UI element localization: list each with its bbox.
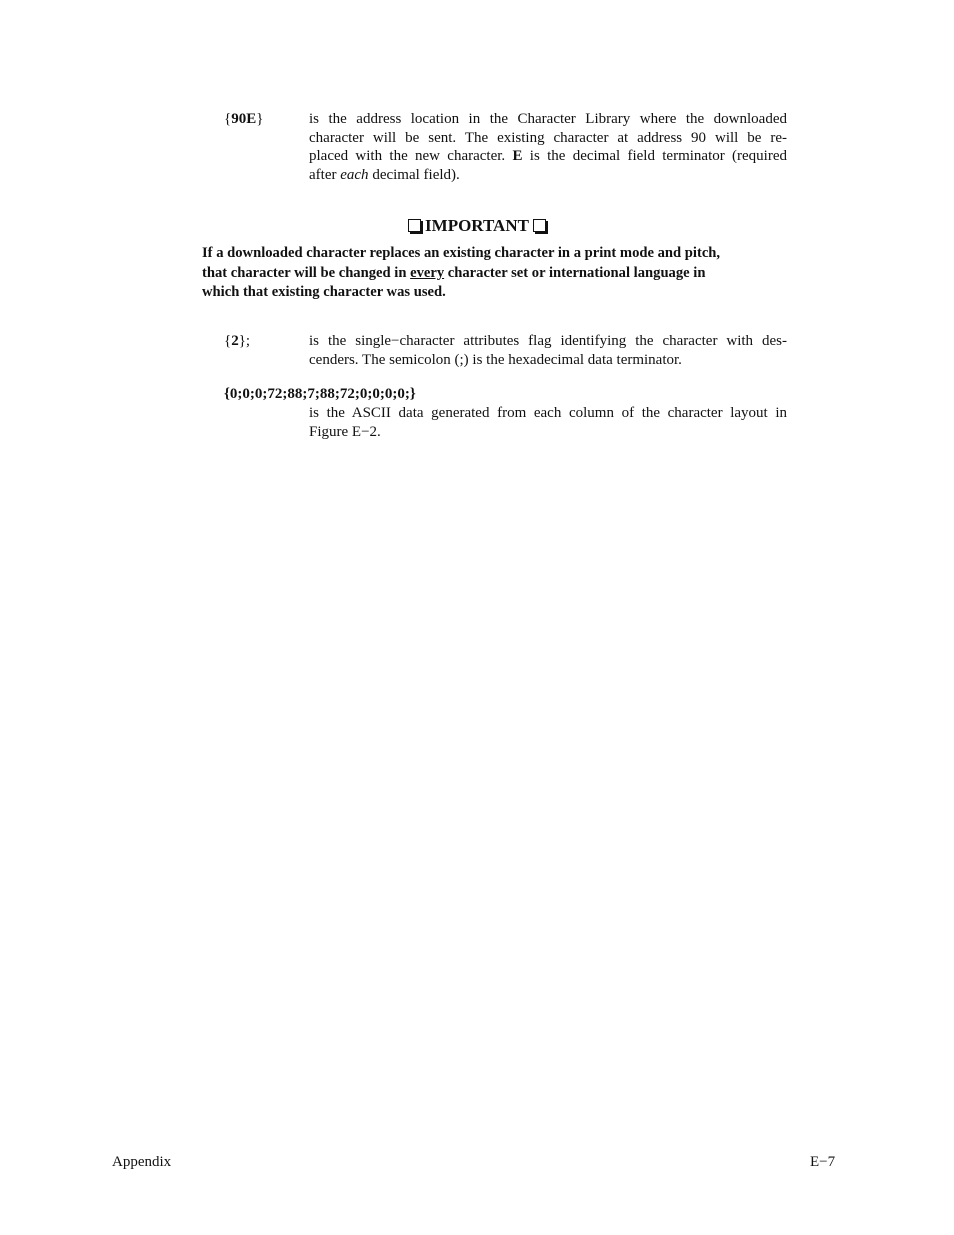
desc-text: placed with the new character.	[309, 148, 506, 164]
important-label: IMPORTANT	[425, 216, 529, 235]
important-notice	[202, 244, 762, 303]
entry-description	[309, 332, 787, 369]
notice-line: which that existing character was used.	[202, 284, 446, 300]
ascii-data-description	[309, 404, 787, 441]
desc-line: Figure E−2.	[309, 423, 381, 440]
important-heading	[0, 215, 954, 237]
desc-line	[309, 147, 787, 166]
notice-text: that character will be changed in	[202, 264, 407, 281]
entry-term: {90E}	[224, 111, 264, 127]
underlined-emphasis: every	[410, 264, 445, 281]
desc-line: character will be sent. The existing character at address 90 will be re-	[309, 129, 787, 146]
desc-line: is the single−character attributes flag identifying the character with des-	[309, 333, 787, 349]
definition-entry-90e	[224, 110, 787, 184]
term-value: 2	[231, 333, 239, 349]
definition-entry-2	[224, 332, 787, 369]
ascii-data-term: {0;0;0;72;88;7;88;72;0;0;0;0;}	[224, 386, 416, 402]
desc-text: is the decimal field terminator (required	[529, 148, 787, 164]
page-number: E−7	[810, 1154, 836, 1170]
checkbox-icon	[533, 219, 546, 232]
entry-description	[309, 110, 787, 184]
notice-line: If a downloaded character replaces an existing character in a print mode and pitch,	[202, 245, 721, 261]
desc-text: decimal field).	[372, 166, 460, 183]
desc-line: is the address location in the Character Library where the downloaded	[309, 111, 787, 127]
notice-line	[202, 264, 762, 284]
desc-line	[309, 166, 787, 185]
term-value: 90E	[231, 111, 257, 127]
desc-text: after	[309, 166, 337, 183]
terminator-letter: E	[512, 148, 523, 164]
notice-text: character set or international language in	[447, 264, 706, 281]
checkbox-icon	[408, 219, 421, 232]
emphasis-text: each	[340, 166, 369, 183]
entry-term: {2};	[224, 333, 251, 349]
desc-line: cenders. The semicolon (;) is the hexadecimal data terminator.	[309, 351, 682, 368]
desc-line: is the ASCII data generated from each column of the character layout in	[309, 405, 787, 421]
footer-section-label: Appendix	[112, 1154, 172, 1170]
